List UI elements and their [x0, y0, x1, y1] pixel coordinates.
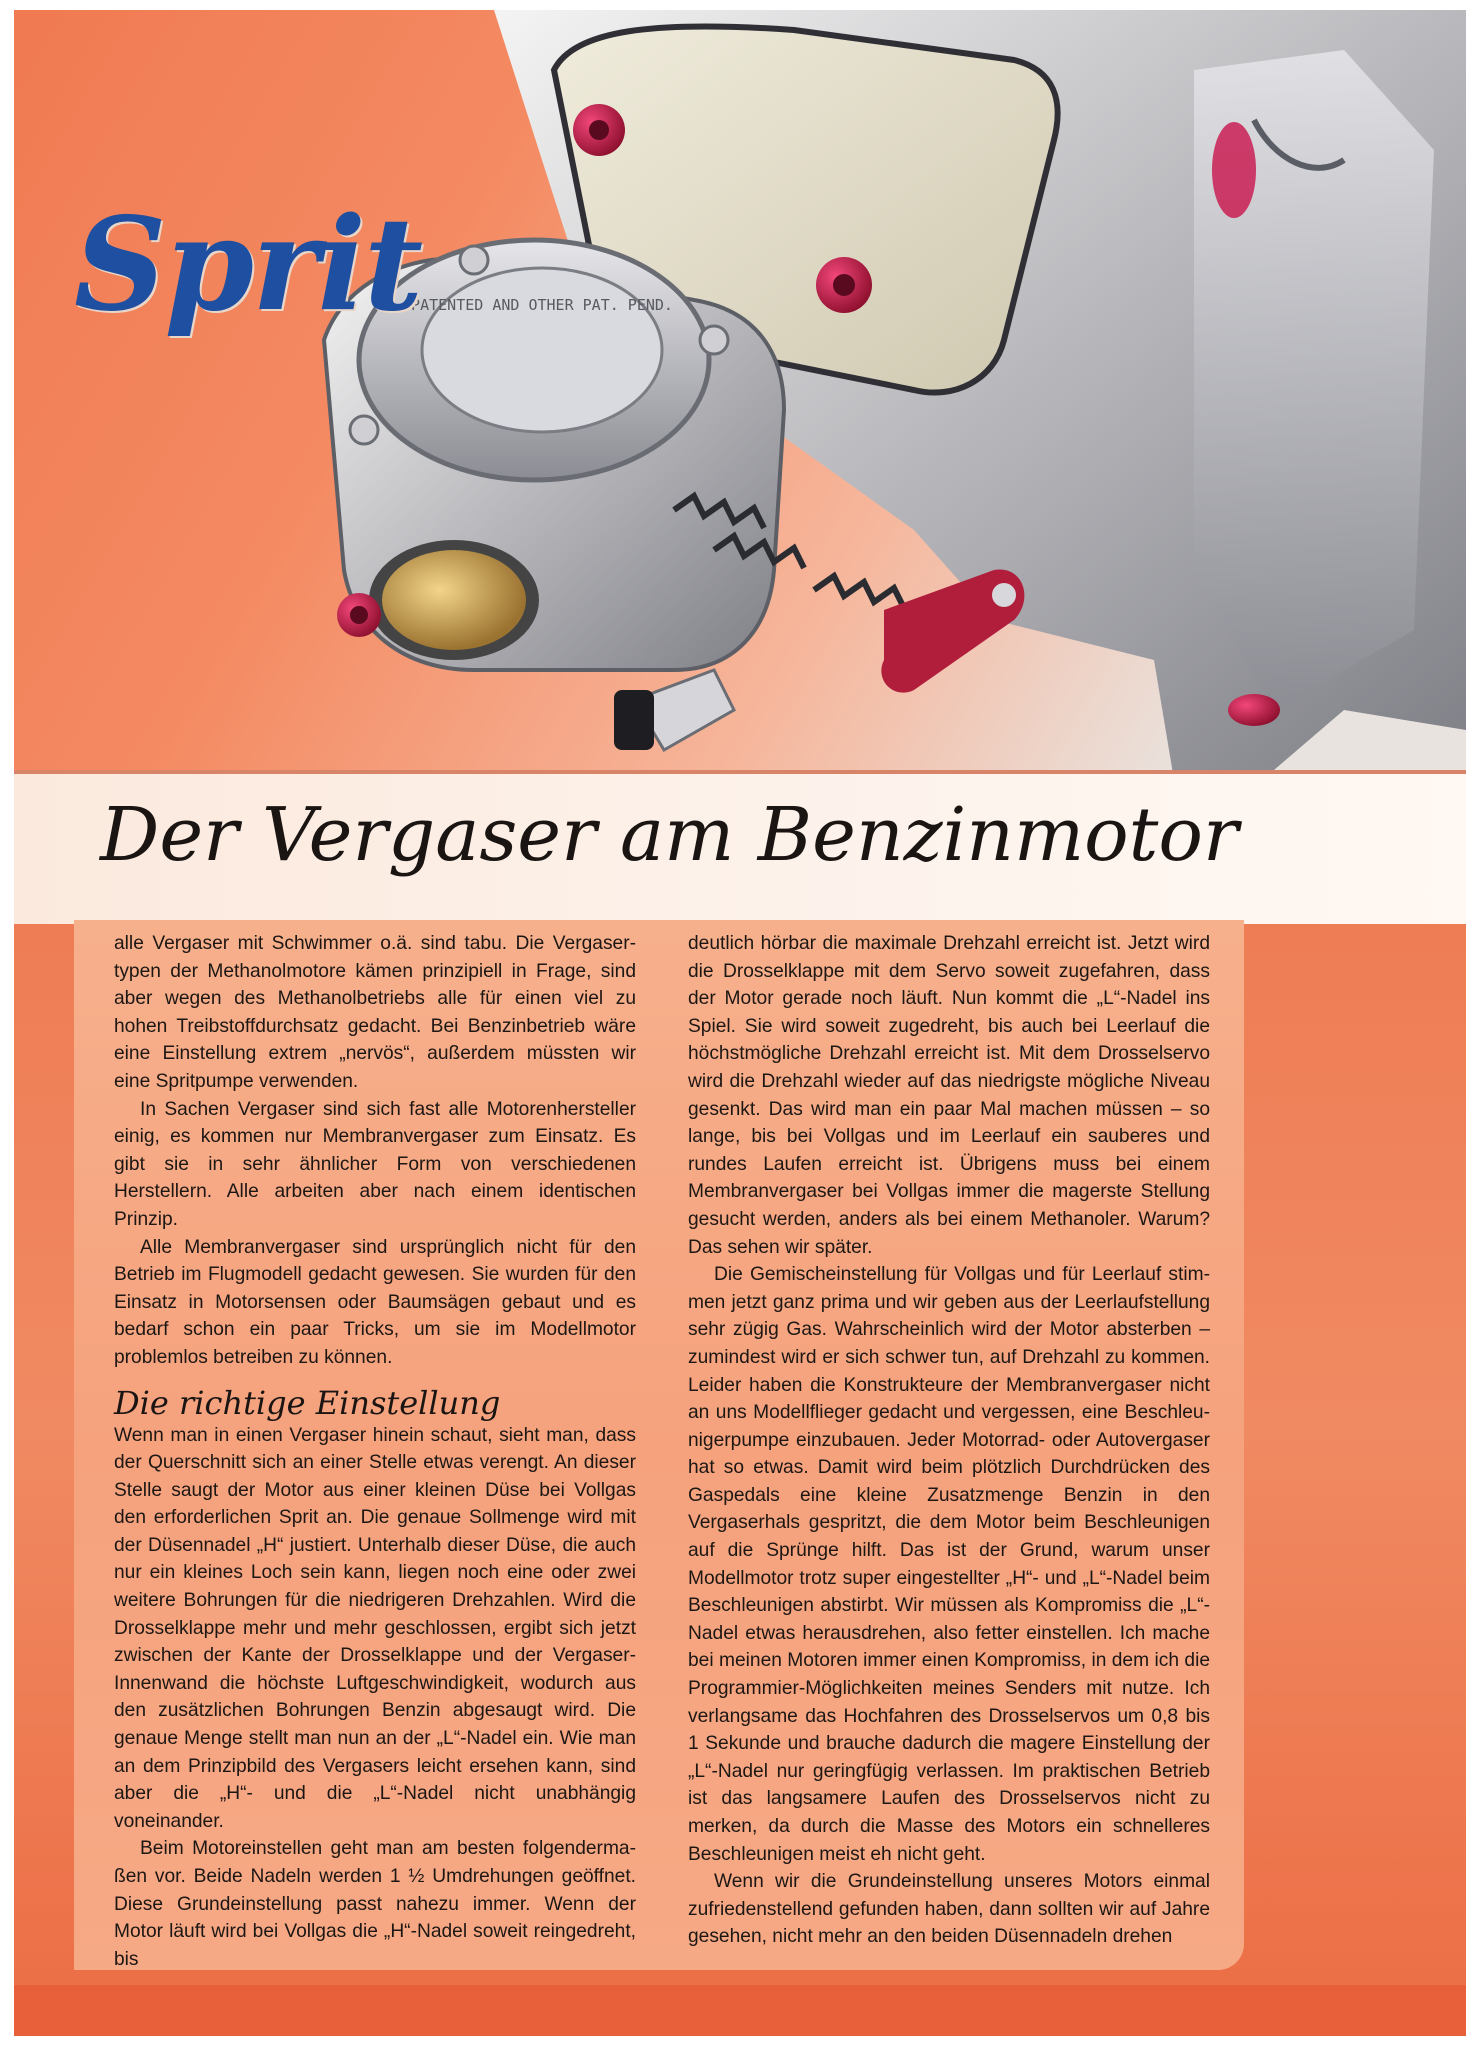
magazine-page	[14, 10, 1466, 2036]
bottom-strip	[14, 1985, 1466, 2036]
paragraph: alle Vergaser mit Schwimmer o.ä. sind tabu. Die Vergasertypen der Methanolmotore kämen prinzipiell in Frage, sind aber wegen des Methanolbetriebs alle für einen viel zu hohen Treibstoffdurchsatz gedacht. Bei Benzinbetrieb wäre eine Einstellung extrem „nervös“, außerdem müssten wir eine Spritpumpe verwenden.	[114, 933, 636, 1092]
carburetor-illustration	[14, 10, 1466, 790]
headline: Der Vergaser am Benzinmotor	[100, 792, 1239, 878]
text-column-left	[114, 930, 636, 1973]
text-column-right	[688, 930, 1210, 1951]
paragraph: deutlich hörbar die maximale Drehzahl erreicht ist. Jetzt wird die Drosselklappe mit dem Servo soweit zugefahren, dass der Motor gerade noch läuft. Nun kommt die „L“-Nadel ins Spiel. Sie wird soweit zugedreht, bis auch bei Leerlauf die höchstmögliche Drehzahl erreicht ist. Mit dem Drosselservo wird die Drehzahl wieder auf das niedrigste mögliche Niveau gesenkt. Das wird man ein paar Mal machen müssen – so lange, bis bei Vollgas und im Leerlauf ein sauberes und rundes Laufen erreicht ist. Übrigens muss bei einem Membranvergaser bei Vollgas immer die magerste Stellung gesucht werden, anders als bei einem Methanoler. Warum? Das sehen wir später.	[688, 933, 1210, 1258]
paragraph: In Sachen Vergaser sind sich fast alle Motorenhersteller einig, es kommen nur Membranvergaser zum Einsatz. Es gibt sie in sehr ähnlicher Form von verschiedenen Herstellern. Alle arbeiten aber nach einem identischen Prinzip.	[114, 1098, 636, 1230]
paragraph: Die Gemischeinstellung für Vollgas und für Leerlauf stimmen jetzt ganz prima und wir geben aus der Leerlaufstellung sehr zügig Gas. Wahrscheinlich wird der Motor absterben – zumindest wird er sich schwer tun, auf Drehzahl zu kommen. Leider haben die Konstrukteure der Membranvergaser nicht an uns Modellflieger gedacht und vergessen, eine Beschleunigerpumpe einzubauen. Jeder Motorrad- oder Autovergaser hat so etwas. Damit wird beim plötzlich Durchdrücken des Gaspedals eine kleine Zusatzmenge Benzin in den Vergaserhals gespritzt, die dem Motor beim Beschleunigen auf die Sprünge hilft. Das ist der Grund, warum unser Modellmotor trotz super eingestellter „H“- und „L“-Nadel beim Beschleunigen abstirbt. Wir müssen als Kompromiss die „L“-Nadel etwas herausdrehen, also fetter einstellen. Ich mache bei meinen Motoren immer einen Kompromiss, in dem ich die Programmier-Möglichkeiten meines Senders mit nutze. Ich verlangsame das Hochfahren des Drosselservos um 0,8 bis 1 Sekunde und brauche dadurch die magere Einstellung der „L“-Nadel nur geringfügig verlassen. Im praktischen Betrieb ist das langsamere Laufen des Drosselservos nicht zu merken, da durch die Masse des Motors ein schnelleres Beschleunigen meist eh nicht geht.	[688, 1264, 1210, 1865]
paragraph: Alle Membranvergaser sind ursprünglich nicht für den Betrieb im Flugmodell gedacht gewesen. Sie wurden für den Einsatz in Motorsensen oder Baumsägen gebaut und es bedarf schon ein paar Tricks, um sie im Modellmotor problemlos betreiben zu können.	[114, 1236, 636, 1368]
paragraph: Wenn man in einen Vergaser hinein schaut, sieht man, dass der Querschnitt sich an einer Stelle etwas verengt. An dieser Stelle saugt der Motor aus einer kleinen Düse bei Vollgas den erforderlichen Sprit an. Die genaue Sollmenge wird mit der Düsennadel „H“ justiert. Unterhalb dieser Düse, die auch nur ein kleines Loch sein kann, liegen noch eine oder zwei weitere Bohrungen für die niedrigeren Drehzahlen. Wird die Drosselklappe mehr und mehr geschlossen, ergibt sich jetzt zwischen der Kante der Drosselklappe und der Vergaser-Innenwand die höchste Luftgeschwindigkeit, wodurch aus den zusätzlichen Bohrungen Benzin abgesaugt wird. Die genaue Menge stellt man nun an der „L“-Nadel ein. Wie man an dem Prinzipbild des Vergasers leicht ersehen kann, sind aber die „H“- und die „L“-Nadel nicht unabhängig voneinander.	[114, 1424, 636, 1832]
cover-stamp: PATENTED AND OTHER PAT. PEND.	[411, 296, 673, 314]
section-label: Sprit	[74, 190, 422, 340]
header-photo	[14, 10, 1466, 790]
paragraph: Beim Motoreinstellen geht man am besten folgendermaßen vor. Beide Nadeln werden 1 ½ Umdrehungen geöffnet. Diese Grundeinstellung passt nahezu immer. Wenn der Motor läuft wird bei Vollgas die „H“-Nadel soweit reingedreht, bis	[114, 1838, 636, 1970]
throttle-plate	[382, 550, 526, 650]
paragraph: Wenn wir die Grundeinstellung unseres Motors einmal zufriedenstellend gefunden haben, dann sollten wir auf Jahre gesehen, nicht mehr an den beiden Düsennadeln drehen	[688, 1871, 1210, 1948]
subheading: Die richtige Einstellung	[114, 1383, 501, 1422]
